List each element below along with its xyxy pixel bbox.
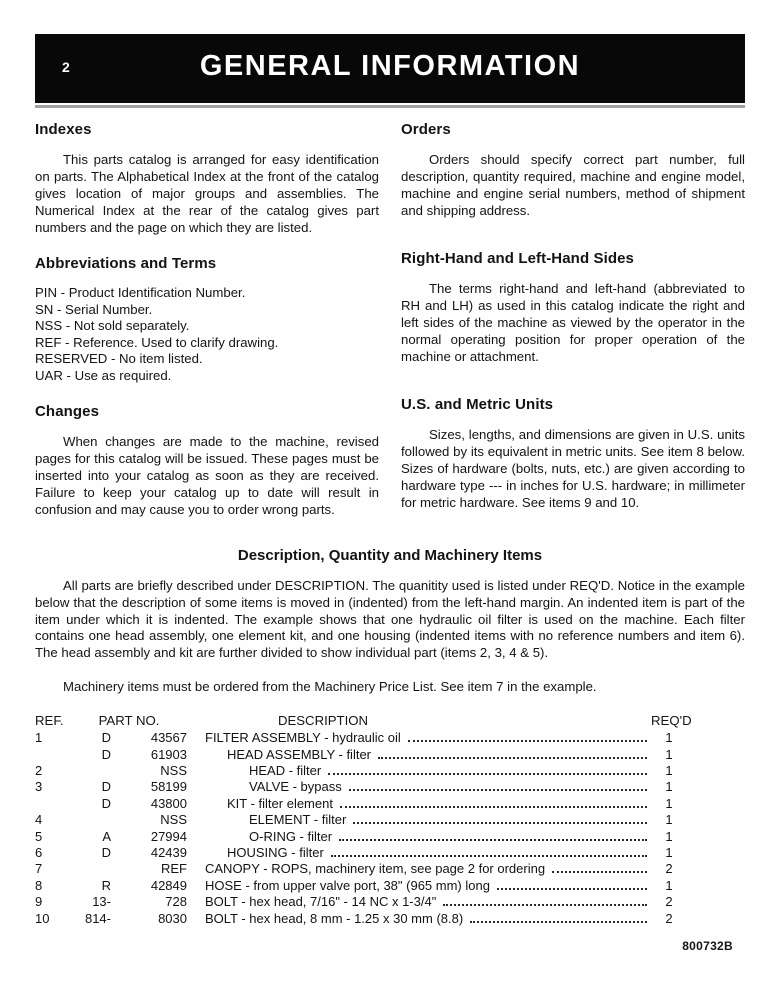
description-text: BOLT - hex head, 7/16" - 14 NC x 1-3/4" [205,894,437,910]
dot-leader [552,871,647,873]
abbreviation-item: UAR - Use as required. [35,367,172,383]
section-abbreviations [35,255,379,384]
table-row [35,894,745,910]
cell-req-quantity: 1 [665,877,673,893]
description-text: HOSE - from upper valve port, 38" (965 mm) long [205,877,490,893]
cell-part-prefix: 814- [84,910,111,926]
table-row [35,878,745,894]
cell-part-number: 43800 [150,795,187,811]
cell-req-quantity: 1 [665,828,673,844]
section-right-left-hand [401,250,745,365]
section-heading-description-quantity-machinery: Description, Quantity and Machinery Items [237,547,543,564]
column-header-ref: REF. [35,712,64,728]
section-orders [401,121,745,219]
cell-req-quantity: 1 [665,746,673,762]
parts-example-table [35,713,745,927]
dot-leader [353,822,647,824]
dot-leader [331,855,647,857]
section-description-quantity-machinery [35,547,745,696]
cell-description [195,845,651,861]
cell-ref-number: 9 [35,894,43,910]
section-heading-changes: Changes [35,403,100,420]
column-header-reqd: REQ'D [651,712,692,728]
section-heading-orders: Orders [401,121,451,138]
cell-req-quantity: 1 [665,845,673,861]
description-text: CANOPY - ROPS, machinery item, see page 2 for ordering [205,861,546,877]
abbreviation-item: REF - Reference. Used to clarify drawing. [35,334,279,350]
description-text: O-RING - filter [249,828,333,844]
dot-leader [497,888,647,890]
cell-description [195,730,651,746]
cell-ref-number: 5 [35,828,43,844]
section-heading-us-metric-units: U.S. and Metric Units [401,396,554,413]
paragraph-indexes: This parts catalog is arranged for easy identification on parts. The Alphabetical Index at the front of the catalog gives location of major groups and assemblies. The Numerical Index at the rear of the catalog gives part numbers and the page on which they are listed. [35,152,379,235]
cell-description [195,747,651,763]
cell-description [195,812,651,828]
cell-part-number: 61903 [150,746,187,762]
description-text: ELEMENT - filter [249,812,347,828]
section-heading-indexes: Indexes [35,121,92,138]
paragraph-right-left-hand: The terms right-hand and left-hand (abbreviated to RH and LH) as used in this catalog indicate the right and left sides of the machine as viewed by the operator in the normal operating position for proper operation of the machine or attachment. [401,281,745,364]
cell-description [195,894,651,910]
table-header-row [35,713,745,729]
two-column-area [35,121,745,537]
abbreviation-item: PIN - Product Identification Number. [35,285,246,300]
table-body [35,730,745,927]
cell-description [195,779,651,795]
table-row [35,829,745,845]
page-header-bar [35,34,745,103]
cell-part-prefix: D [101,730,111,746]
cell-ref-number: 3 [35,779,43,795]
dot-leader [339,839,647,841]
cell-part-prefix: R [101,877,111,893]
description-text: KIT - filter element [227,795,333,811]
cell-description [195,763,651,779]
table-row [35,763,745,779]
abbreviation-list [35,285,379,384]
page-title: GENERAL INFORMATION [199,50,581,82]
dot-leader [340,806,647,808]
cell-part-number: 42849 [150,877,187,893]
table-row [35,747,745,763]
cell-req-quantity: 1 [665,795,673,811]
description-text: HEAD - filter [249,763,322,778]
cell-ref-number: 10 [35,910,50,926]
section-heading-abbreviations: Abbreviations and Terms [35,255,217,272]
cell-part-prefix: D [101,746,111,762]
cell-part-number: 43567 [150,730,187,746]
dot-leader [443,904,647,906]
cell-part-number: 8030 [158,910,187,926]
abbreviation-item: RESERVED - No item listed. [35,351,203,366]
description-text: BOLT - hex head, 8 mm - 1.25 x 30 mm (8.8) [205,910,464,926]
cell-part-number: NSS [160,763,187,778]
cell-part-prefix: D [101,795,111,811]
dot-leader [349,789,647,791]
table-row [35,845,745,861]
cell-ref-number: 8 [35,877,43,893]
abbreviation-item: SN - Serial Number. [35,301,153,317]
cell-part-prefix: 13- [92,894,111,910]
cell-req-quantity: 1 [665,779,673,795]
table-row [35,779,745,795]
cell-ref-number: 1 [35,730,43,746]
dot-leader [408,740,647,742]
cell-ref-number: 6 [35,845,43,861]
table-row [35,861,745,877]
paragraph-us-metric-units: Sizes, lengths, and dimensions are given in U.S. units followed by its equivalent in metric units. See item 8 below. Sizes of hardware (bolts, nuts, etc.) are given according to hardware type --- in inches for U.S. hardware; in millimeter for metric hardware. See items 9 and 10. [401,427,745,510]
paragraph-description-2: Machinery items must be ordered from the Machinery Price List. See item 7 in the example. [63,678,597,694]
page-number: 2 [62,59,71,75]
right-column [401,121,745,537]
paragraph-changes: When changes are made to the machine, revised pages for this catalog will be issued. These pages must be inserted into your catalog as soon as they are received. Failure to keep your catalog up to date will result in confusion and may cause you to order wrong parts. [35,434,379,517]
cell-part-number: 42439 [150,845,187,861]
cell-req-quantity: 1 [665,730,673,746]
dot-leader [378,757,647,759]
cell-ref-number: 4 [35,812,43,828]
paragraph-description-1: All parts are briefly described under DESCRIPTION. The quanitity used is listed under REQ'D. Notice in the example below that the description of some items is moved in (indented) from the left-hand margin. An indented item is part of the item under which it is indented. The example shows that one hydraulic oil filter is used on the machine. Each filter contains one head assembly, one element kit, and one housing (indented items with no reference numbers and item 6). The head assembly and kit are further divided to show individual part (items 2, 3, 4 & 5). [35,578,745,661]
cell-part-number: 27994 [150,828,187,844]
cell-req-quantity: 2 [665,861,673,877]
column-header-description: DESCRIPTION [277,712,369,728]
cell-description [195,911,651,927]
header-divider [35,105,745,108]
description-text: HEAD ASSEMBLY - filter [227,746,372,762]
description-text: FILTER ASSEMBLY - hydraulic oil [205,730,401,746]
cell-description [195,878,651,894]
section-changes [35,403,379,518]
description-text: HOUSING - filter [227,845,324,861]
column-header-part-no: PART NO. [98,712,160,728]
paragraph-orders: Orders should specify correct part number, full description, quantity required, machine and engine model, machine and engine serial numbers, method of shipment and shipping address. [401,152,745,218]
cell-ref-number: 2 [35,763,43,778]
section-us-metric-units [401,396,745,511]
table-row [35,730,745,746]
description-text: VALVE - bypass [249,779,342,795]
table-row [35,812,745,828]
table-row [35,911,745,927]
cell-ref-number: 7 [35,861,43,877]
cell-part-number: 728 [165,894,187,910]
cell-req-quantity: 2 [665,910,673,926]
dot-leader [328,773,647,775]
cell-part-prefix: D [101,779,111,795]
cell-req-quantity: 1 [665,812,673,828]
form-number: 800732B [682,939,733,954]
cell-req-quantity: 2 [665,894,673,910]
cell-part-prefix: D [101,845,111,861]
cell-part-number: REF [161,861,187,877]
table-row [35,796,745,812]
left-column [35,121,379,537]
dot-leader [470,921,647,923]
section-indexes [35,121,379,236]
cell-part-prefix: A [102,828,111,844]
cell-part-number: NSS [160,812,187,828]
cell-req-quantity: 1 [665,763,673,778]
abbreviation-item: NSS - Not sold separately. [35,318,190,333]
cell-description [195,829,651,845]
cell-description [195,861,651,877]
cell-description [195,796,651,812]
cell-part-number: 58199 [150,779,187,795]
section-heading-right-left-hand: Right-Hand and Left-Hand Sides [401,250,634,267]
